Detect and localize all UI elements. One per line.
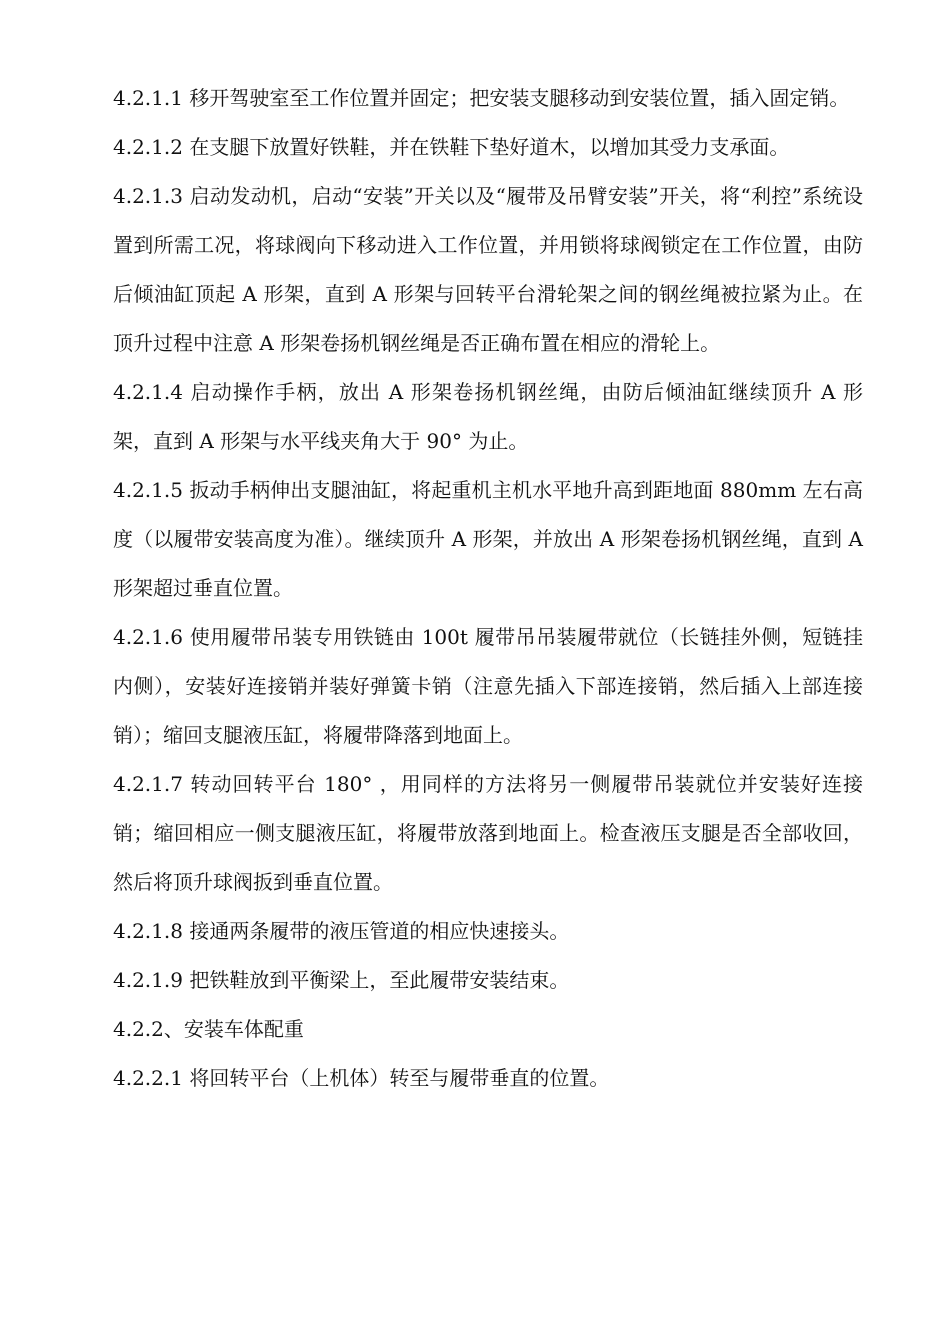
paragraph-4-2-1-1: 4.2.1.1 移开驾驶室至工作位置并固定；把安装支腿移动到安装位置，插入固定销。	[113, 86, 850, 110]
paragraph-4-2-1-4: 4.2.1.4 启动操作手柄，放出 A 形架卷扬机钢丝绳，由防后倾油缸继续顶升 A 形架，直到 A 形架与水平线夹角大于 90° 为止。	[113, 380, 863, 453]
paragraph-4-2-1-6: 4.2.1.6 使用履带吊装专用铁链由 100t 履带吊吊装履带就位（长链挂外侧，短链挂内侧），安装好连接销并装好弹簧卡销（注意先插入下部连接销，然后插入上部连接销）；缩回支腿液压缸，将履带降落到地面上。	[113, 625, 863, 747]
paragraph-4-2-1-5: 4.2.1.5 扳动手柄伸出支腿油缸，将起重机主机水平地升高到距地面 880mm 左右高度（以履带安装高度为准）。继续顶升 A 形架，并放出 A 形架卷扬机钢丝绳，直到 A 形架超过垂直位置。	[113, 478, 863, 600]
paragraph-4-2-1-7: 4.2.1.7 转动回转平台 180° ，用同样的方法将另一侧履带吊装就位并安装好连接销；缩回相应一侧支腿液压缸，将履带放落到地面上。检查液压支腿是否全部收回，然后将顶升球阀扳到垂直位置。	[113, 772, 863, 894]
section-heading-4-2-2: 4.2.2、安装车体配重	[113, 1017, 304, 1041]
paragraph-4-2-1-8: 4.2.1.8 接通两条履带的液压管道的相应快速接头。	[113, 919, 570, 943]
paragraph-4-2-1-2: 4.2.1.2 在支腿下放置好铁鞋，并在铁鞋下垫好道木，以增加其受力支承面。	[113, 135, 790, 159]
paragraph-4-2-2-1: 4.2.2.1 将回转平台（上机体）转至与履带垂直的位置。	[113, 1066, 610, 1090]
paragraph-4-2-1-9: 4.2.1.9 把铁鞋放到平衡梁上，至此履带安装结束。	[113, 968, 570, 992]
paragraph-4-2-1-3: 4.2.1.3 启动发动机，启动“安装”开关以及“履带及吊臂安装”开关，将“利控”系统设置到所需工况，将球阀向下移动进入工作位置，并用锁将球阀锁定在工作位置，由防后倾油缸顶起 A 形架，直到 A 形架与回转平台滑轮架之间的钢丝绳被拉紧为止。在顶升过程中注意 A 形架卷扬机钢丝绳是否正确布置在相应的滑轮上。	[113, 184, 863, 355]
document-body	[113, 74, 863, 1103]
